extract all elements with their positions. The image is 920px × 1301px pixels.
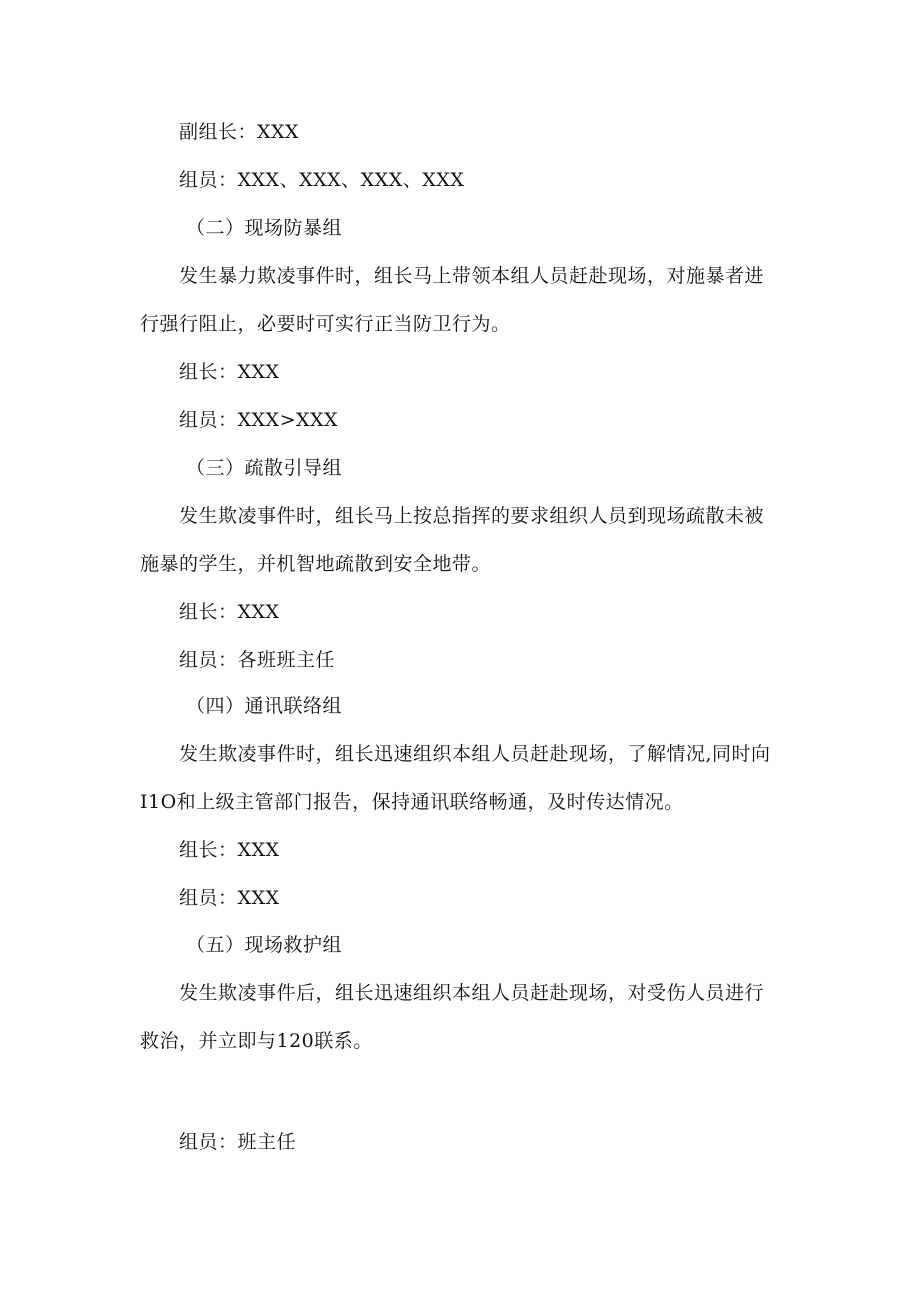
paragraph-line: 发生欺凌事件后，组长迅速组织本组人员赶赴现场，对受伤人员进行	[179, 982, 765, 1004]
leader-line: 组长：XXX	[179, 361, 280, 383]
section-heading-3: （三）疏散引导组	[186, 457, 343, 479]
paragraph-line: 行强行阻止，必要时可实行正当防卫行为。	[140, 313, 511, 335]
leader-line: 组长：XXX	[179, 601, 280, 623]
paragraph-line: 发生欺凌事件时，组长迅速组织本组人员赶赴现场，了解情况,同时向	[179, 743, 771, 765]
leader-line: 组长：XXX	[179, 839, 280, 861]
members-line: 组员：班主任	[179, 1131, 297, 1153]
paragraph-line: I1O和上级主管部门报告，保持通讯联络畅通，及时传达情况。	[140, 791, 684, 813]
members-line: 组员：XXX、XXX、XXX、XXX	[179, 169, 465, 191]
paragraph-line: 施暴的学生，并机智地疏散到安全地带。	[140, 553, 492, 575]
members-line: 组员：XXX>XXX	[179, 409, 339, 431]
members-line: 组员：各班班主任	[179, 649, 336, 671]
deputy-leader-line: 副组长：XXX	[179, 121, 300, 143]
paragraph-line: 发生暴力欺凌事件时，组长马上带领本组人员赶赴现场，对施暴者进	[179, 265, 765, 287]
section-heading-2: （二）现场防暴组	[186, 217, 343, 239]
members-line: 组员：XXX	[179, 887, 280, 909]
section-heading-4: （四）通讯联络组	[186, 695, 343, 717]
paragraph-line: 救治，并立即与120联系。	[140, 1030, 373, 1052]
section-heading-5: （五）现场救护组	[186, 934, 343, 956]
paragraph-line: 发生欺凌事件时，组长马上按总指挥的要求组织人员到现场疏散未被	[179, 505, 765, 527]
